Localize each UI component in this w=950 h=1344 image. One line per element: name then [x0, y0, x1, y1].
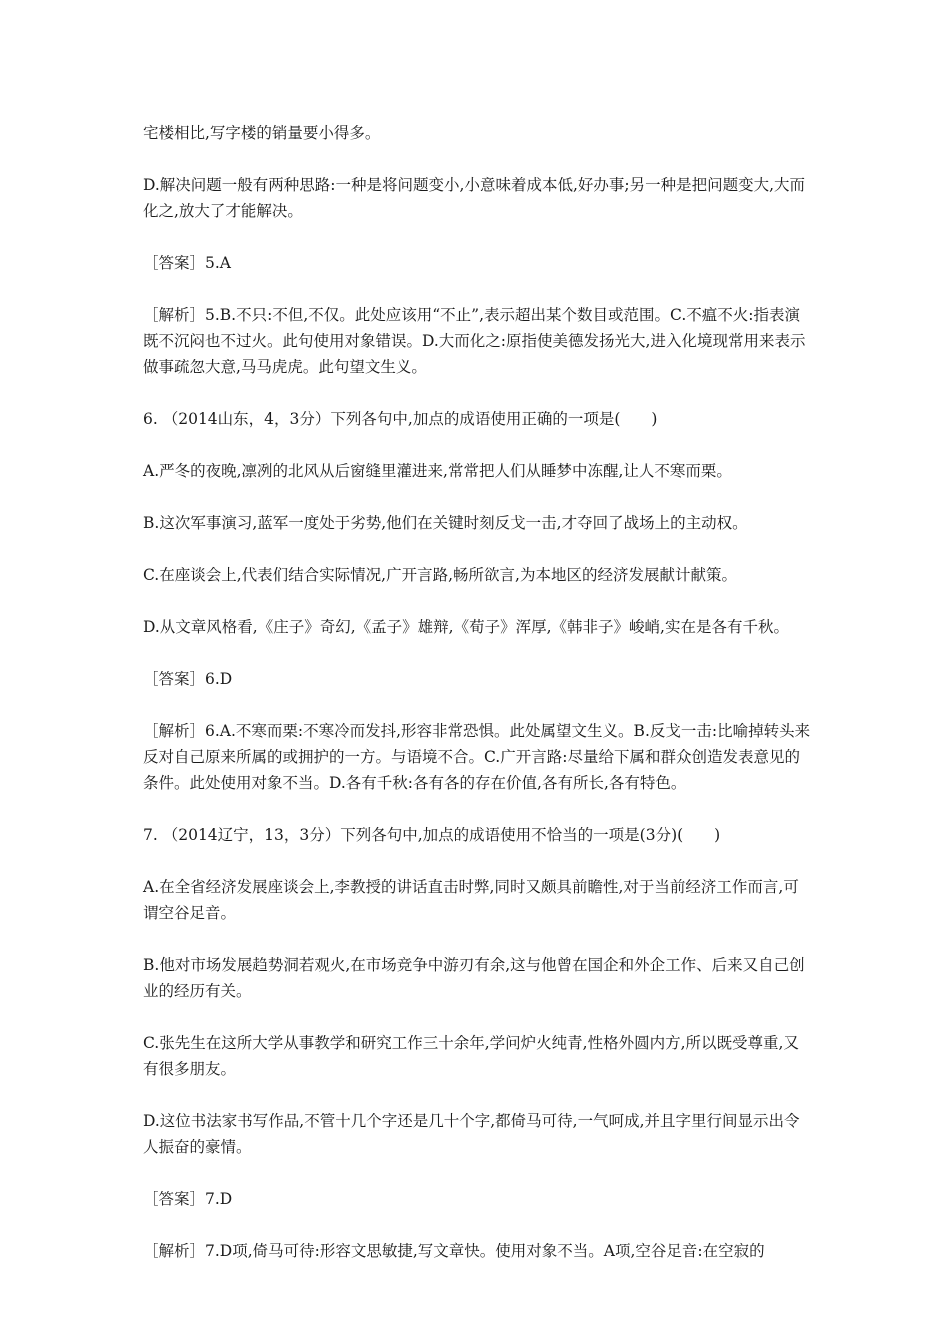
answer-q6: ［答案］6.D [143, 670, 233, 688]
document-page [143, 120, 813, 1290]
analysis-q7: ［解析］7.D项,倚马可待:形容文思敏捷,写文章快。使用对象不当。A项,空谷足音:在空寂的 [143, 1242, 765, 1260]
paragraph-continuation: 宅楼相比,写字楼的销量要小得多。 [143, 124, 381, 142]
option-d-q6: D.从文章风格看,《庄子》奇幻,《孟子》雄辩,《荀子》浑厚,《韩非子》峻峭,实在是各有千秋。 [143, 618, 789, 636]
option-c-q7: C.张先生在这所大学从事教学和研究工作三十余年,学问炉火纯青,性格外圆内方,所以既受尊重,又有很多朋友。 [143, 1034, 799, 1078]
option-a-q7: A.在全省经济发展座谈会上,李教授的讲话直击时弊,同时又颇具前瞻性,对于当前经济工作而言,可谓空谷足音。 [143, 878, 799, 922]
option-c-q6: C.在座谈会上,代表们结合实际情况,广开言路,畅所欲言,为本地区的经济发展献计献策。 [143, 566, 737, 584]
answer-q7: ［答案］7.D [143, 1190, 233, 1208]
option-d-q7: D.这位书法家书写作品,不管十几个字还是几十个字,都倚马可待,一气呵成,并且字里行间显示出令人振奋的豪情。 [143, 1112, 800, 1156]
question-7: 7. （2014辽宁，13，3分）下列各句中,加点的成语使用不恰当的一项是(3分)( ) [143, 826, 721, 844]
question-6: 6. （2014山东，4，3分）下列各句中,加点的成语使用正确的一项是( ) [143, 410, 658, 428]
answer-q5: ［答案］5.A [143, 254, 231, 272]
option-d-q5: D.解决问题一般有两种思路:一种是将问题变小,小意味着成本低,好办事;另一种是把问题变大,大而化之,放大了才能解决。 [143, 176, 806, 220]
option-a-q6: A.严冬的夜晚,凛冽的北风从后窗缝里灌进来,常常把人们从睡梦中冻醒,让人不寒而栗。 [143, 462, 732, 480]
option-b-q7: B.他对市场发展趋势洞若观火,在市场竞争中游刃有余,这与他曾在国企和外企工作、后来又自己创业的经历有关。 [143, 956, 805, 1000]
analysis-q6: ［解析］6.A.不寒而栗:不寒冷而发抖,形容非常恐惧。此处属望文生义。B.反戈一击:比喻掉转头来反对自己原来所属的或拥护的一方。与语境不合。C.广开言路:尽量给下属和群众创造发表意见的条件。此处使用对象不当。D.各有千秋:各有各的存在价值,各有所长,各有特色。 [143, 722, 811, 792]
option-b-q6: B.这次军事演习,蓝军一度处于劣势,他们在关键时刻反戈一击,才夺回了战场上的主动权。 [143, 514, 748, 532]
analysis-q5: ［解析］5.B.不只:不但,不仅。此处应该用“不止”,表示超出某个数目或范围。C.不瘟不火:指表演既不沉闷也不过火。此句使用对象错误。D.大而化之:原指使美德发扬光大,进入化境现常用来表示做事疏忽大意,马马虎虎。此句望文生义。 [143, 306, 806, 376]
